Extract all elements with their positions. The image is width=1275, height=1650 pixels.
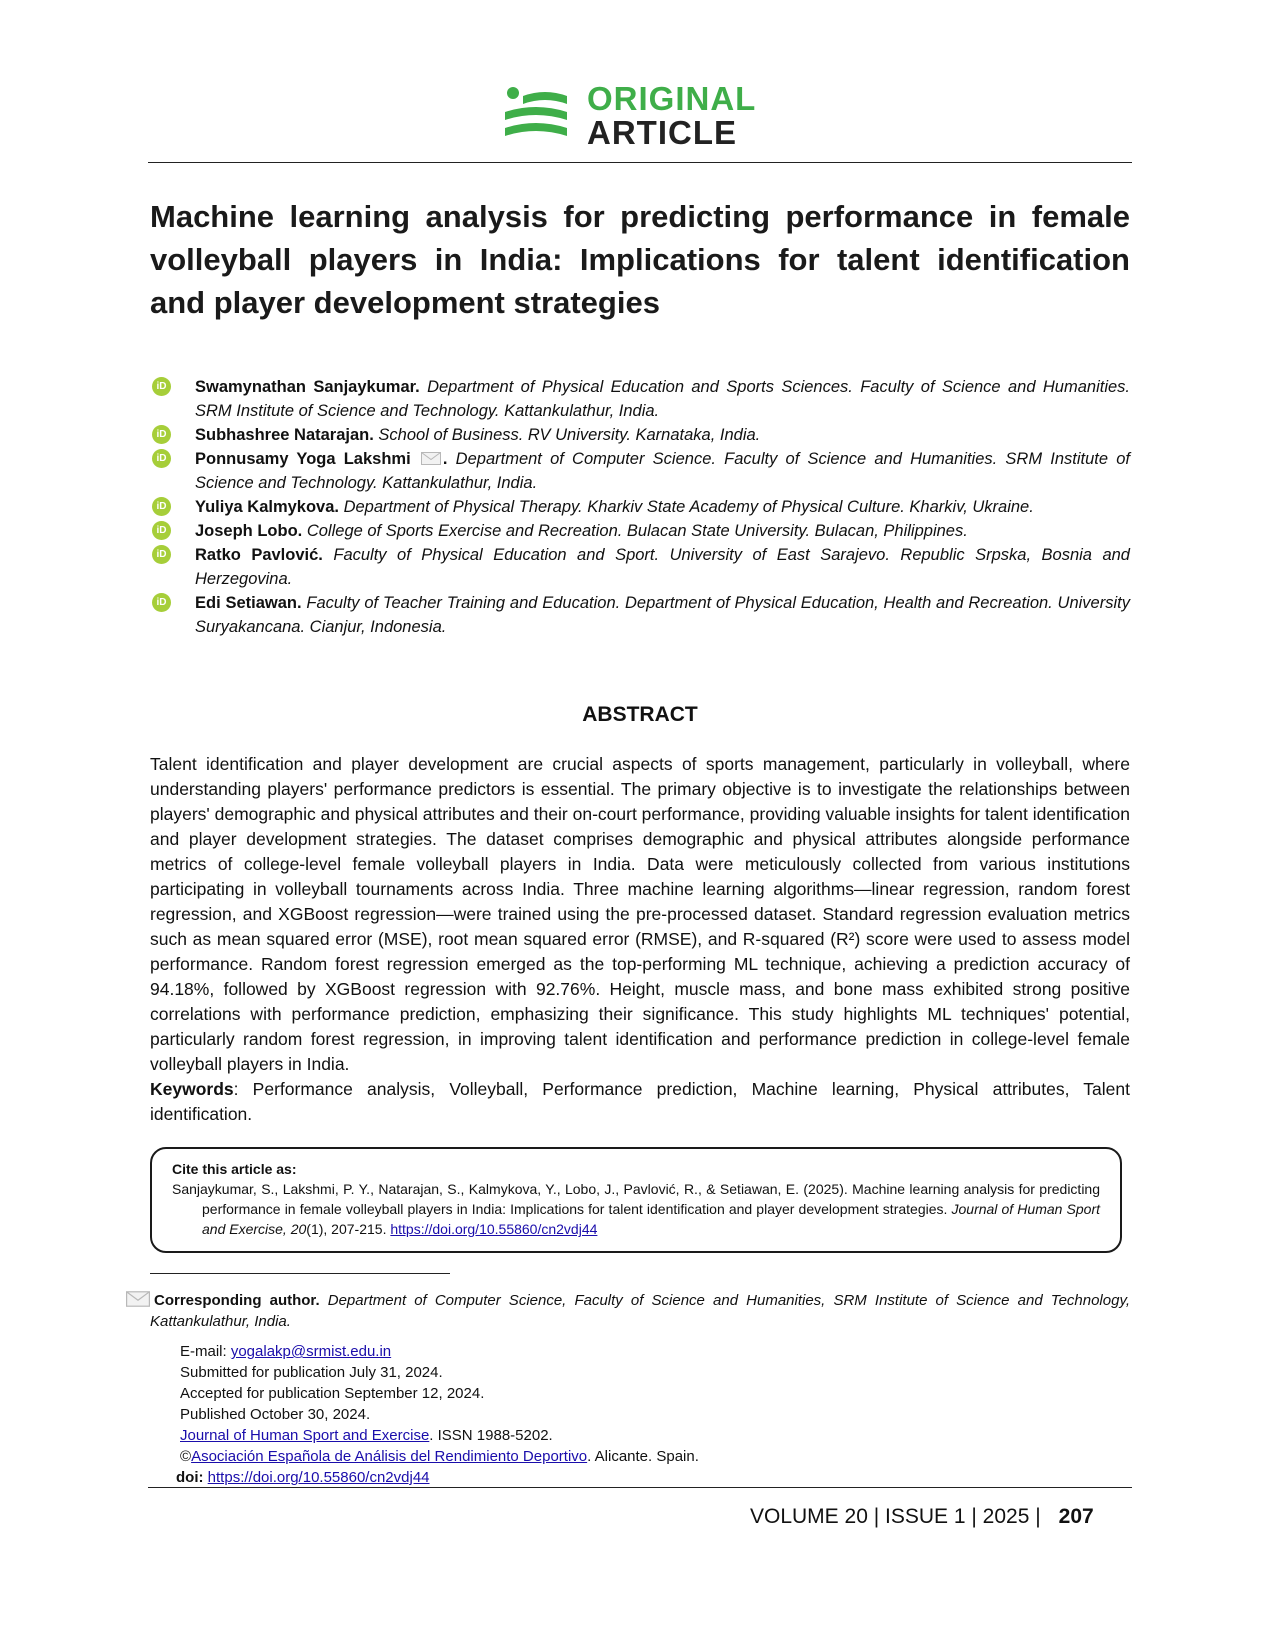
abstract-heading: ABSTRACT: [582, 703, 698, 726]
author-entry: [150, 423, 1130, 447]
copyright-symbol: ©: [180, 1448, 192, 1465]
journal-line: [180, 1425, 1080, 1446]
corresponding-affiliation: Department of Computer Science, Faculty of Science and Humanities, SRM Institute of Science and Technology, Kattankulathur, India.: [150, 1292, 1131, 1330]
doi-label: doi:: [176, 1469, 204, 1486]
orcid-icon[interactable]: iD: [152, 425, 171, 444]
doi-link[interactable]: https://doi.org/10.55860/cn2vdj44: [207, 1469, 430, 1486]
author-affiliation: Faculty of Teacher Training and Education. Department of Physical Education, Health and Recreation. University Suryakancana. Cianjur, Indonesia.: [195, 594, 1130, 636]
author-entry: [150, 495, 1130, 519]
author-name: Swamynathan Sanjaykumar.: [195, 378, 420, 396]
author-name-suffix: .: [442, 450, 448, 468]
accepted-date: Accepted for publication September 12, 2024.: [180, 1385, 485, 1402]
logo-text-original: ORIGINAL: [587, 80, 757, 117]
issn: . ISSN 1988-5202.: [429, 1427, 553, 1444]
author-affiliation: Department of Computer Science. Faculty of Science and Humanities. SRM Institute of Science and Technology. Kattankulathur, India.: [195, 450, 1130, 492]
author-name: Ponnusamy Yoga Lakshmi: [195, 450, 411, 468]
author-name: Joseph Lobo.: [195, 522, 303, 540]
author-affiliation: Department of Physical Education and Sports Sciences. Faculty of Science and Humanities. SRM Institute of Science and Technology. Kattankulathur, India.: [195, 378, 1130, 420]
publication-metadata: [176, 1341, 1080, 1488]
author-entry: [150, 375, 1130, 423]
citation-journal: Journal of Human Sport and Exercise, 20: [202, 1201, 1100, 1237]
citation-issue-pages: (1), 207-215.: [306, 1221, 391, 1237]
doi-line: [176, 1467, 1080, 1488]
volume-issue-year: VOLUME 20 | ISSUE 1 | 2025 |: [750, 1505, 1041, 1528]
author-name: Subhashree Natarajan.: [195, 426, 374, 444]
email-link[interactable]: yogalakp@srmist.edu.in: [230, 1343, 392, 1360]
citation-doi-link[interactable]: https://doi.org/10.55860/cn2vdj44: [390, 1221, 598, 1237]
published-date: Published October 30, 2024.: [180, 1406, 371, 1423]
page-footer: [750, 1505, 1100, 1529]
corresponding-label: Corresponding author.: [154, 1292, 320, 1309]
orcid-icon[interactable]: iD: [152, 497, 171, 516]
author-affiliation: School of Business. RV University. Karnataka, India.: [378, 426, 761, 444]
author-entry: [150, 591, 1130, 639]
orcid-icon[interactable]: iD: [152, 521, 171, 540]
footnote-rule: [150, 1273, 450, 1274]
submitted-date: Submitted for publication July 31, 2024.: [180, 1364, 443, 1381]
author-entry: [150, 519, 1130, 543]
citation-body: Sanjaykumar, S., Lakshmi, P. Y., Natarajan, S., Kalmykova, Y., Lobo, J., Pavlović, R., & Setiawan, E. (2025). Machine learning analysis for predicting performance in female volleyball players in India: Implications for talent identification and player development strategies.: [172, 1181, 1100, 1217]
publisher-line: [180, 1446, 1080, 1467]
orcid-icon[interactable]: iD: [152, 593, 171, 612]
journal-link[interactable]: Journal of Human Sport and Exercise: [180, 1427, 430, 1444]
stripes-logo-icon: [505, 86, 567, 142]
keywords-label: Keywords: [150, 1079, 234, 1099]
email-line: E-mail: yogalakp@srmist.edu.in: [180, 1343, 392, 1360]
logo-text-article: ARTICLE: [587, 114, 737, 151]
page-number: 207: [1058, 1505, 1094, 1528]
author-name: Edi Setiawan.: [195, 594, 302, 612]
author-affiliation: Faculty of Physical Education and Sport. University of East Sarajevo. Republic Srpska, Bosnia and Herzegovina.: [195, 546, 1130, 588]
header-rule: [148, 162, 1132, 163]
article-title: Machine learning analysis for predicting performance in female volleyball players in India: Implications for talent identification and player development strategies: [150, 199, 1130, 320]
orcid-icon[interactable]: iD: [152, 449, 171, 468]
citation-box: [150, 1147, 1122, 1253]
author-entry: [150, 543, 1130, 591]
footer-rule: [148, 1487, 1132, 1488]
keywords-list: : Performance analysis, Volleyball, Performance prediction, Machine learning, Physical attributes, Talent identification.: [150, 1079, 1130, 1124]
orcid-icon[interactable]: iD: [152, 377, 171, 396]
citation-label: Cite this article as:: [172, 1161, 297, 1177]
abstract-text: Talent identification and player development are crucial aspects of sports management, particularly in volleyball, where understanding players' performance predictors is essential. The primary objective is to investigate the relationships between players' demographic and physical attributes and their on-court performance, providing valuable insights for talent identification and player development strategies. The dataset comprises demographic and physical attributes alongside performance metrics of college-level female volleyball players in India. Data were meticulously collected from various institutions participating in volleyball tournaments across India. Three machine learning algorithms—linear regression, random forest regression, and XGBoost regression—were trained using the pre-processed dataset. Standard regression evaluation metrics such as mean squared error (MSE), root mean squared error (RMSE), and R-squared (R²) score were used to assess model performance. Random forest regression emerged as the top-performing ML technique, achieving a prediction accuracy of 94.18%, followed by XGBoost regression with 92.76%. Height, muscle mass, and bone mass exhibited strong positive correlations with performance prediction, emphasizing their significance. This study highlights ML techniques' potential, particularly random forest regression, in improving talent identification and performance prediction in college-level female volleyball players in India.: [150, 754, 1130, 1074]
citation-text: [172, 1179, 1100, 1239]
publisher-location: . Alicante. Spain.: [587, 1448, 699, 1465]
keywords: [150, 1077, 1130, 1127]
orcid-icon[interactable]: iD: [152, 545, 171, 564]
author-list: [150, 375, 1130, 639]
author-entry: [150, 447, 1130, 495]
corresponding-author: [150, 1290, 1130, 1332]
original-article-logo: [505, 82, 775, 152]
envelope-icon: [126, 1291, 150, 1307]
publisher-link[interactable]: Asociación Española de Análisis del Rendimiento Deportivo: [191, 1448, 588, 1465]
author-affiliation: College of Sports Exercise and Recreation. Bulacan State University. Bulacan, Philippines.: [306, 522, 968, 540]
author-affiliation: Department of Physical Therapy. Kharkiv State Academy of Physical Culture. Kharkiv, Ukraine.: [343, 498, 1034, 516]
author-name: Ratko Pavlović.: [195, 546, 323, 564]
author-name: Yuliya Kalmykova.: [195, 498, 339, 516]
envelope-icon[interactable]: [421, 452, 441, 465]
